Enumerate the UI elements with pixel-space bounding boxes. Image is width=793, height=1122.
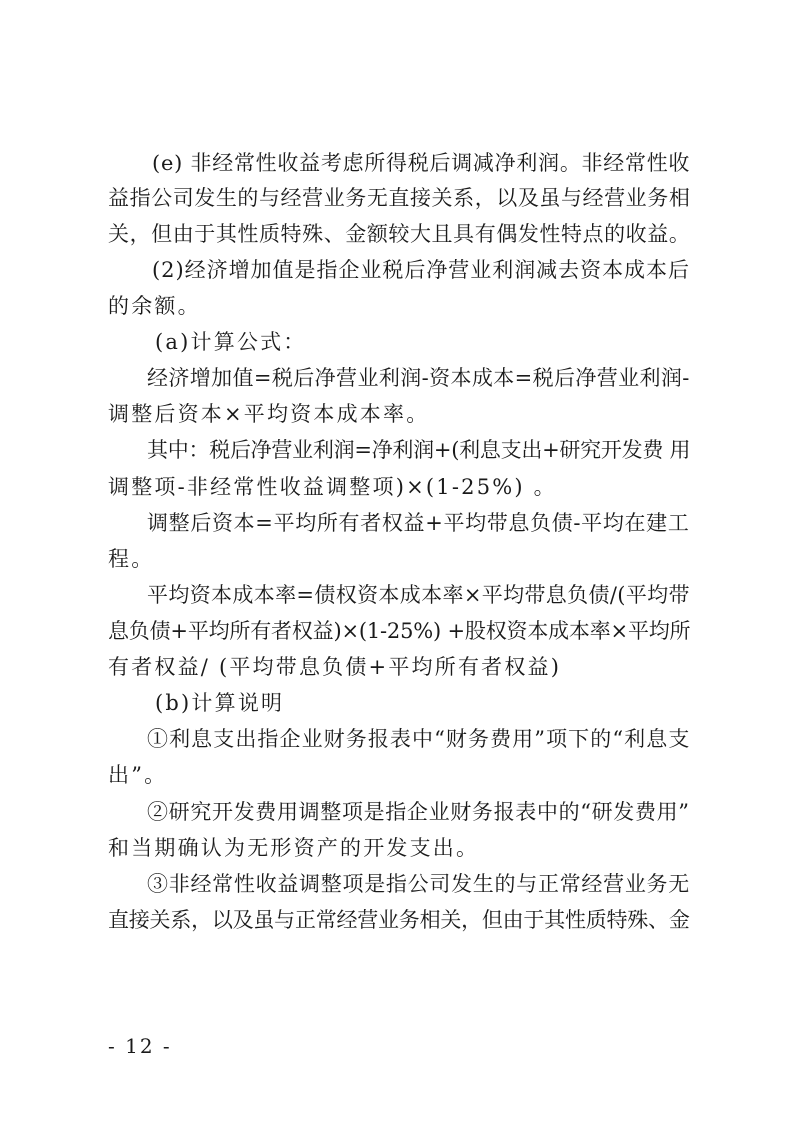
text-line: ③非经常性收益调整项是指公司发生的与正常经营业务无 (147, 872, 690, 896)
text-line: 调整后资本=平均所有者权益+平均带息负债-平均在建工 (147, 511, 690, 535)
text-line: 益指公司发生的与经营业务无直接关系，以及虽与经营业务相 (108, 186, 691, 210)
text-line: 经济增加值=税后净营业利润-资本成本=税后净营业利润- (147, 366, 690, 390)
text-line: ②研究开发费用调整项是指企业财务报表中的“研发费用” (147, 800, 690, 824)
text-line: 其中：税后净营业利润=净利润+(利息支出+研究开发费 用 (147, 438, 691, 462)
text-line: (a)计算公式： (155, 330, 307, 354)
text-line: (2)经济增加值是指企业税后净营业利润减去资本成本后 (152, 258, 690, 282)
text-line: 调整后资本×平均资本成本率。 (108, 402, 430, 426)
text-line: 调整项-非经常性收益调整项)×(1-25%) 。 (108, 475, 557, 499)
text-line: (e) 非经常性收益考虑所得税后调减净利润。非经常性收 (152, 151, 691, 175)
text-line: 有者权益/ (平均带息负债+平均所有者权益) (108, 655, 562, 679)
text-line: 平均资本成本率=债权资本成本率×平均带息负债/(平均带 (147, 583, 690, 607)
text-line: 的余额。 (108, 294, 201, 318)
text-line: 直接关系，以及虽与正常经营业务相关，但由于其性质特殊、金 (108, 908, 690, 932)
text-line: 和当期确认为无形资产的开发支出。 (108, 836, 480, 860)
text-line: 出”。 (108, 763, 168, 787)
text-line: 关，但由于其性质特殊、金额较大且具有偶发性特点的收益。 (108, 222, 691, 246)
text-line: (b)计算说明 (155, 691, 285, 715)
text-line: 息负债+平均所有者权益)×(1-25%) +股权资本成本率×平均所 (108, 619, 691, 643)
text-line: 程。 (108, 547, 155, 571)
page-number: - 12 - (108, 1034, 172, 1058)
text-line: ①利息支出指企业财务报表中“财务费用”项下的“利息支 (147, 727, 691, 751)
